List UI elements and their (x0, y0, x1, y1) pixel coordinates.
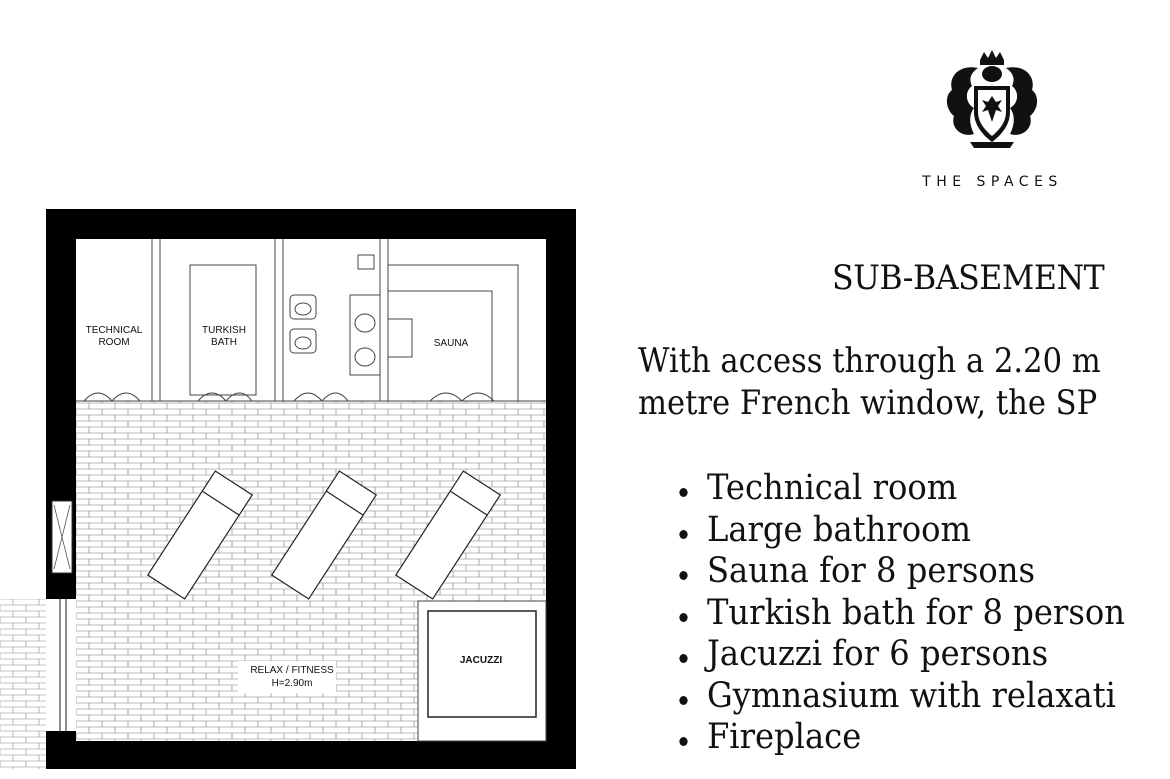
floor-plan (0, 205, 580, 779)
feature-list (672, 468, 1164, 759)
list-item: Fireplace (672, 717, 1125, 759)
jacuzzi-label: JACUZZI (459, 655, 503, 666)
ceiling-height-label: H=2.90m (271, 678, 313, 689)
list-item: Turkish bath for 8 person (672, 593, 1125, 635)
intro-text (638, 340, 1170, 424)
relax-fitness-label: RELAX / FITNESS (250, 665, 334, 676)
list-item: Technical room (672, 468, 1125, 510)
list-item: Gymnasium with relaxati (672, 676, 1125, 718)
sauna-label: SAUNA (433, 338, 469, 349)
french-window (46, 599, 76, 731)
heraldic-crest-icon (940, 46, 1044, 154)
turkish-bath-label: TURKISH (202, 325, 246, 336)
turkish-bath-label-2: BATH (211, 337, 237, 348)
intro-line-2: metre French window, the SP (638, 383, 1098, 423)
list-item: Large bathroom (672, 510, 1125, 552)
technical-room-label: TECHNICAL (85, 325, 143, 336)
brand-name: THE SPACES (922, 174, 1063, 190)
technical-room-label-2: ROOM (98, 337, 130, 348)
intro-line-1: With access through a 2.20 m (638, 341, 1101, 381)
list-item: Jacuzzi for 6 persons (672, 634, 1125, 676)
page-title: SUB-BASEMENT (832, 258, 1105, 298)
list-item: Sauna for 8 persons (672, 551, 1125, 593)
